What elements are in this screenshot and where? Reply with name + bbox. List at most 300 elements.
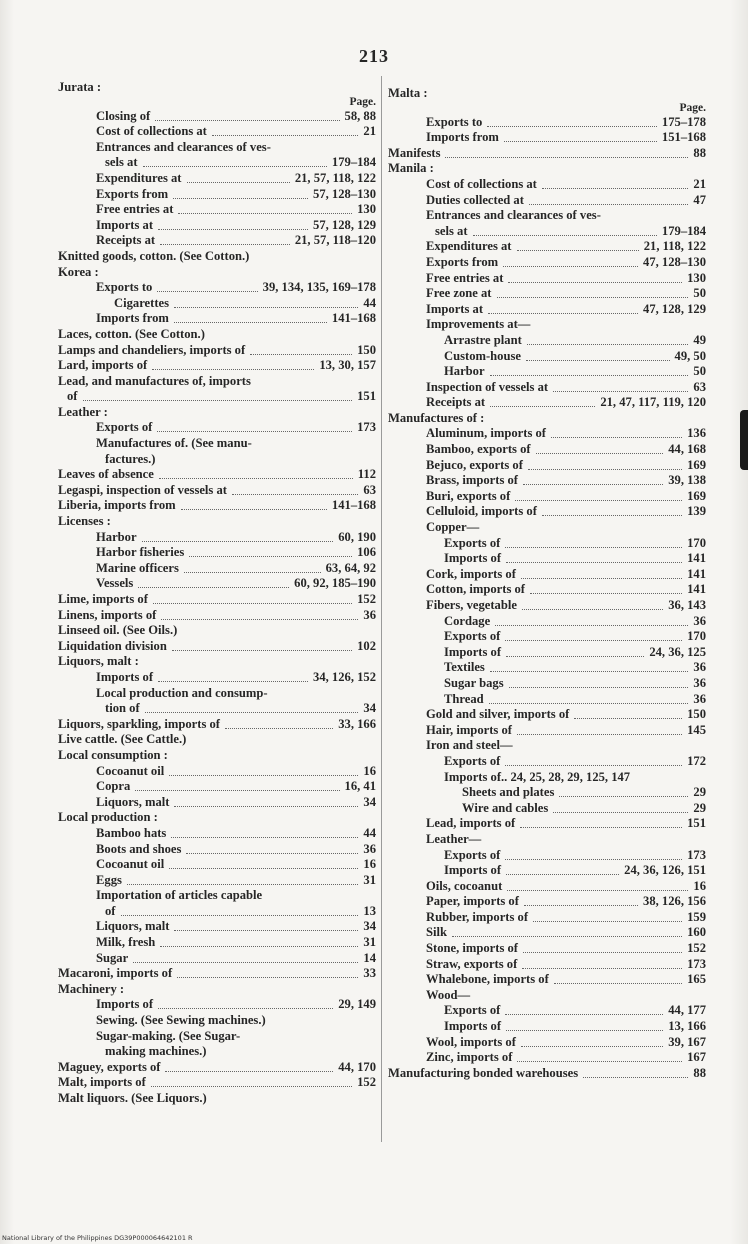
dot-leader <box>177 977 358 978</box>
dot-leader <box>523 952 682 953</box>
dot-leader <box>171 837 358 838</box>
entry-pages: 36 <box>360 842 376 858</box>
index-entry <box>58 452 376 468</box>
entry-text: Sugar bags <box>444 675 504 690</box>
index-entry <box>388 193 706 209</box>
dot-leader <box>160 244 290 245</box>
entry-pages: 33, 166 <box>335 717 376 733</box>
index-entry <box>388 130 706 146</box>
entry-text: Aluminum, imports of <box>426 426 546 441</box>
index-entry <box>58 795 376 811</box>
index-entry <box>388 536 706 552</box>
dot-leader <box>533 921 682 922</box>
entry-text: Harbor <box>444 364 485 379</box>
dot-leader <box>153 603 352 604</box>
entry-text: Maguey, exports of <box>58 1059 161 1074</box>
entry-pages: 36, 143 <box>665 598 706 614</box>
entry-text: Inspection of vessels at <box>426 379 549 394</box>
dot-leader <box>503 266 638 267</box>
dot-leader <box>181 509 327 510</box>
dot-leader <box>452 936 682 937</box>
entry-text: Live cattle. (See Cattle.) <box>58 732 187 747</box>
entry-pages: 31 <box>360 873 376 889</box>
entry-text: Sewing. (See Sewing machines.) <box>96 1013 266 1028</box>
dot-leader <box>506 562 682 563</box>
entry-text: Rubber, imports of <box>426 909 529 924</box>
dot-leader <box>527 344 688 345</box>
entry-text: Bejuco, exports of <box>426 457 523 472</box>
index-entry <box>58 514 376 530</box>
entry-text: Fibers, vegetable <box>426 598 517 612</box>
index-entry <box>388 317 706 333</box>
index-entry <box>388 879 706 895</box>
dot-leader <box>488 313 638 314</box>
entry-pages: 106 <box>354 545 376 561</box>
entry-text: Brass, imports of <box>426 473 518 488</box>
page-number: 213 <box>359 46 389 66</box>
entry-pages: 34 <box>360 701 376 717</box>
index-entry <box>58 857 376 873</box>
entry-text: Cordage <box>444 613 491 628</box>
entry-pages: 50 <box>690 286 706 302</box>
page-column-label: Page. <box>349 95 376 108</box>
entry-text: Vessels <box>96 576 134 591</box>
dot-leader <box>505 765 682 766</box>
index-entry <box>388 161 706 177</box>
entry-text: Linseed oil. (See Oils.) <box>58 623 178 638</box>
index-entry <box>388 1050 706 1066</box>
entry-text: Leather : <box>58 404 108 419</box>
index-entry <box>58 374 376 390</box>
index-entry <box>388 957 706 973</box>
entry-text: Closing of <box>96 108 151 123</box>
entry-text: tion of <box>105 701 140 716</box>
index-entry <box>388 832 706 848</box>
entry-text: Bamboo, exports of <box>426 442 531 457</box>
dot-leader <box>526 360 670 361</box>
entry-text: Celluloid, imports of <box>426 504 537 519</box>
entry-pages: 112 <box>355 467 376 483</box>
index-entry <box>58 358 376 374</box>
entry-text: Liquors, malt <box>96 919 170 934</box>
entry-pages: 24, 36, 125 <box>646 645 706 661</box>
entry-text: Local consumption : <box>58 747 168 762</box>
entry-pages: 151 <box>354 389 376 405</box>
index-entry <box>388 816 706 832</box>
entry-text: Lime, imports of <box>58 592 148 606</box>
index-entry <box>58 935 376 951</box>
index-entry <box>388 754 706 770</box>
entry-text: Free entries at <box>96 202 174 217</box>
dot-leader <box>158 229 308 230</box>
index-entry <box>58 343 376 359</box>
entry-text: Lead, and manufactures of, imports <box>58 373 251 388</box>
index-entry <box>58 1044 376 1060</box>
index-entry <box>388 1035 706 1051</box>
index-entry <box>58 732 376 748</box>
entry-pages: 44, 170 <box>335 1060 376 1076</box>
index-entry <box>388 146 706 162</box>
entry-text: Imports from <box>96 311 169 326</box>
index-entry <box>388 988 706 1004</box>
index-entry <box>388 489 706 505</box>
index-entry <box>388 551 706 567</box>
dot-leader <box>505 1014 663 1015</box>
entry-text: Imports at <box>96 217 154 232</box>
entry-pages: 39, 134, 135, 169–178 <box>260 280 376 296</box>
index-entry <box>388 426 706 442</box>
entry-pages: 141 <box>684 567 706 583</box>
index-entry <box>58 873 376 889</box>
index-entry <box>388 442 706 458</box>
dot-leader <box>212 135 358 136</box>
entry-text: Macaroni, imports of <box>58 966 173 981</box>
scan-footer: National Library of the Philippines DG39P000064642101 R <box>2 1234 193 1242</box>
index-entry <box>388 925 706 941</box>
entry-pages: 141 <box>684 582 706 598</box>
entry-pages: 179–184 <box>329 155 376 171</box>
entry-pages: 88 <box>690 1066 706 1082</box>
entry-text: Cork, imports of <box>426 566 516 581</box>
dot-leader <box>517 1061 682 1062</box>
index-entry <box>58 701 376 717</box>
entry-pages: 21, 47, 117, 119, 120 <box>597 395 706 411</box>
dot-leader <box>165 1071 333 1072</box>
entry-text: Hair, imports of <box>426 722 512 737</box>
entry-text: Copra <box>96 779 131 794</box>
index-entry <box>58 155 376 171</box>
index-entry <box>388 380 706 396</box>
index-entry <box>58 96 376 109</box>
index-entry <box>58 748 376 764</box>
entry-text: Exports from <box>426 254 499 269</box>
dot-leader <box>574 718 682 719</box>
index-entry <box>388 1019 706 1035</box>
dot-leader <box>184 572 321 573</box>
dot-leader <box>161 619 358 620</box>
entry-pages: 16 <box>690 879 706 895</box>
dot-leader <box>174 806 358 807</box>
dot-leader <box>250 354 352 355</box>
index-entry <box>58 1029 376 1045</box>
index-entry <box>388 660 706 676</box>
entry-pages: 159 <box>684 910 706 926</box>
entry-text: Liberia, imports from <box>58 498 176 513</box>
index-entry <box>388 239 706 255</box>
index-entry <box>58 623 376 639</box>
page-column-label: Page. <box>679 101 706 114</box>
entry-pages: 141–168 <box>329 498 376 514</box>
entry-text: Bamboo hats <box>96 825 167 840</box>
entry-text: Expenditures at <box>426 239 512 254</box>
index-entry <box>58 327 376 343</box>
entry-text: Straw, exports of <box>426 956 518 971</box>
entry-pages: 16 <box>360 764 376 780</box>
index-entry <box>388 972 706 988</box>
index-entry <box>58 405 376 421</box>
entry-text: Lead, imports of <box>426 816 516 831</box>
dot-leader <box>551 437 682 438</box>
dot-leader <box>515 500 682 501</box>
dot-leader <box>497 297 688 298</box>
index-entry <box>388 785 706 801</box>
index-entry <box>58 296 376 312</box>
index-entry <box>58 654 376 670</box>
index-entry <box>58 561 376 577</box>
dot-leader <box>559 796 688 797</box>
index-entry <box>58 545 376 561</box>
index-entry <box>388 598 706 614</box>
index-entry <box>388 286 706 302</box>
dot-leader <box>506 1030 663 1031</box>
index-entry <box>58 467 376 483</box>
index-entry <box>58 686 376 702</box>
index-entry <box>388 364 706 380</box>
entry-text: Liquors, malt <box>96 794 170 809</box>
entry-text: Imports of <box>96 669 154 684</box>
index-entry <box>58 1091 376 1107</box>
entry-text: Arrastre plant <box>444 332 522 347</box>
dot-leader <box>517 734 682 735</box>
dot-leader <box>169 775 358 776</box>
dot-leader <box>187 182 290 183</box>
index-entry <box>58 311 376 327</box>
dot-leader <box>522 968 682 969</box>
index-entry <box>58 1075 376 1091</box>
index-entry <box>58 966 376 982</box>
index-entry <box>388 941 706 957</box>
entry-text: Legaspi, inspection of vessels at <box>58 482 227 497</box>
dot-leader <box>504 141 657 142</box>
index-entry <box>58 249 376 265</box>
entry-pages: 167 <box>684 1050 706 1066</box>
entry-text: Free entries at <box>426 270 504 285</box>
index-entry <box>58 1060 376 1076</box>
entry-pages: 47 <box>690 193 706 209</box>
index-entry <box>58 171 376 187</box>
entry-pages: 57, 128, 129 <box>310 218 376 234</box>
index-entry <box>388 520 706 536</box>
index-entry <box>388 582 706 598</box>
entry-pages: 21, 118, 122 <box>641 239 706 255</box>
index-entry <box>58 140 376 156</box>
index-entry <box>58 187 376 203</box>
index-entry <box>388 770 706 786</box>
index-entry <box>58 919 376 935</box>
entry-pages: 39, 138 <box>665 473 706 489</box>
dot-leader <box>133 962 358 963</box>
dot-leader <box>521 578 682 579</box>
entry-text: of <box>67 389 78 404</box>
entry-text: Imports from <box>426 130 499 145</box>
index-entry <box>58 670 376 686</box>
index-entry <box>58 498 376 514</box>
entry-pages: 21 <box>360 124 376 140</box>
entry-text: Korea : <box>58 264 99 279</box>
dot-leader <box>232 494 358 495</box>
index-entry <box>388 458 706 474</box>
entry-text: Imports of <box>444 644 502 659</box>
dot-leader <box>521 1046 663 1047</box>
entry-text: Manifests <box>388 145 441 160</box>
index-entry <box>388 676 706 692</box>
dot-leader <box>138 587 289 588</box>
entry-text: Exports of <box>444 753 501 768</box>
entry-pages: 139 <box>684 504 706 520</box>
entry-text: Malt, imports of <box>58 1075 146 1090</box>
entry-pages: 145 <box>684 723 706 739</box>
dot-leader <box>490 406 595 407</box>
index-entry <box>388 738 706 754</box>
dot-leader <box>157 431 352 432</box>
dot-leader <box>152 369 314 370</box>
dot-leader <box>520 827 682 828</box>
entry-pages: 170 <box>684 536 706 552</box>
dot-leader <box>159 478 353 479</box>
dot-leader <box>145 712 358 713</box>
entry-text: Imports of <box>96 997 154 1012</box>
index-entry <box>388 629 706 645</box>
entry-text: Manila : <box>388 161 434 176</box>
entry-pages: 165 <box>684 972 706 988</box>
index-entry <box>58 888 376 904</box>
dot-leader <box>554 983 682 984</box>
entry-pages: 34 <box>360 919 376 935</box>
column-divider <box>381 76 382 1142</box>
entry-pages: 13, 166 <box>665 1019 706 1035</box>
dot-leader <box>553 391 688 392</box>
entry-pages: 34, 126, 152 <box>310 670 376 686</box>
entry-pages: 50 <box>690 364 706 380</box>
index-entry <box>58 779 376 795</box>
dot-leader <box>160 946 358 947</box>
entry-text: Milk, fresh <box>96 935 156 950</box>
dot-leader <box>155 120 340 121</box>
entry-text: Sheets and plates <box>462 785 555 800</box>
dot-leader <box>530 593 682 594</box>
dot-leader <box>542 188 688 189</box>
dot-leader <box>509 687 688 688</box>
entry-text: Imports at <box>426 301 484 316</box>
entry-pages: 16 <box>360 857 376 873</box>
entry-pages: 152 <box>354 1075 376 1091</box>
entry-text: Receipts at <box>426 395 486 410</box>
entry-text: Machinery : <box>58 981 125 996</box>
dot-leader <box>490 671 688 672</box>
dot-leader <box>583 1077 688 1078</box>
entry-text: Zinc, imports of <box>426 1050 513 1065</box>
entry-text: Exports from <box>96 186 169 201</box>
entry-text: Exports of <box>96 420 153 435</box>
entry-text: Sugar-making. (See Sugar- <box>96 1028 241 1043</box>
index-entry <box>388 208 706 224</box>
dot-leader <box>473 235 657 236</box>
dot-leader <box>505 859 682 860</box>
entry-pages: 13, 30, 157 <box>316 358 376 374</box>
index-entry <box>58 717 376 733</box>
entry-pages: 141 <box>684 551 706 567</box>
entry-pages: 169 <box>684 489 706 505</box>
index-entry <box>388 395 706 411</box>
index-entry <box>388 255 706 271</box>
dot-leader <box>173 198 308 199</box>
entry-text: Marine officers <box>96 560 179 575</box>
index-entry <box>388 102 706 115</box>
entry-text: Imports of <box>444 1019 502 1034</box>
entry-text: Malta : <box>388 86 428 100</box>
dot-leader <box>158 681 308 682</box>
index-entry <box>58 951 376 967</box>
dot-leader <box>151 1086 352 1087</box>
index-entry <box>58 436 376 452</box>
entry-text: Imports of <box>444 863 502 878</box>
entry-text: Improvements at— <box>426 317 531 332</box>
entry-pages: 60, 190 <box>335 530 376 546</box>
entry-pages: 58, 88 <box>342 109 376 125</box>
entry-pages: 173 <box>684 957 706 973</box>
dot-leader <box>135 790 340 791</box>
entry-pages: 14 <box>360 951 376 967</box>
entry-text: sels at <box>435 223 468 238</box>
index-entry <box>388 567 706 583</box>
entry-text: Laces, cotton. (See Cotton.) <box>58 326 205 341</box>
entry-text: Buri, exports of <box>426 488 511 503</box>
entry-pages: 44 <box>360 296 376 312</box>
entry-text: Sugar <box>96 950 129 965</box>
index-entry <box>58 639 376 655</box>
index-entry <box>388 614 706 630</box>
index-entry <box>58 842 376 858</box>
entry-text: Wool, imports of <box>426 1034 516 1049</box>
entry-text: Receipts at <box>96 233 156 248</box>
entry-text: Exports of <box>444 847 501 862</box>
entry-pages: 21, 57, 118, 122 <box>292 171 376 187</box>
entry-text: Imports of <box>444 551 502 566</box>
index-entry <box>388 473 706 489</box>
dot-leader <box>169 868 358 869</box>
dot-leader <box>174 930 358 931</box>
entry-text: Lard, imports of <box>58 358 148 373</box>
entry-pages: 150 <box>354 343 376 359</box>
entry-pages: 160 <box>684 925 706 941</box>
binding-shadow <box>740 410 748 470</box>
entry-text: Local production and consump- <box>96 685 268 700</box>
dot-leader <box>508 282 682 283</box>
entry-pages: 31 <box>360 935 376 951</box>
index-entry <box>58 904 376 920</box>
index-entry <box>388 115 706 131</box>
entry-text: Exports of <box>444 629 501 644</box>
entry-text: Copper— <box>426 520 480 535</box>
entry-text: Silk <box>426 925 448 940</box>
entry-text: Wood— <box>426 987 471 1002</box>
index-entry <box>388 692 706 708</box>
entry-text: Cost of collections at <box>426 176 537 191</box>
entry-pages: 63 <box>690 380 706 396</box>
entry-text: Lamps and chandeliers, imports of <box>58 342 246 357</box>
entry-pages: 130 <box>354 202 376 218</box>
entry-pages: 38, 126, 156 <box>640 894 706 910</box>
entry-text: Leather— <box>426 831 482 846</box>
index-entry <box>388 333 706 349</box>
dot-leader <box>506 656 644 657</box>
entry-pages: 151 <box>684 816 706 832</box>
entry-text: Local production : <box>58 810 158 825</box>
entry-pages: 47, 128, 129 <box>640 302 706 318</box>
entry-pages: 47, 128–130 <box>640 255 706 271</box>
entry-text: Liquors, malt : <box>58 654 139 669</box>
entry-pages: 60, 92, 185–190 <box>291 576 376 592</box>
